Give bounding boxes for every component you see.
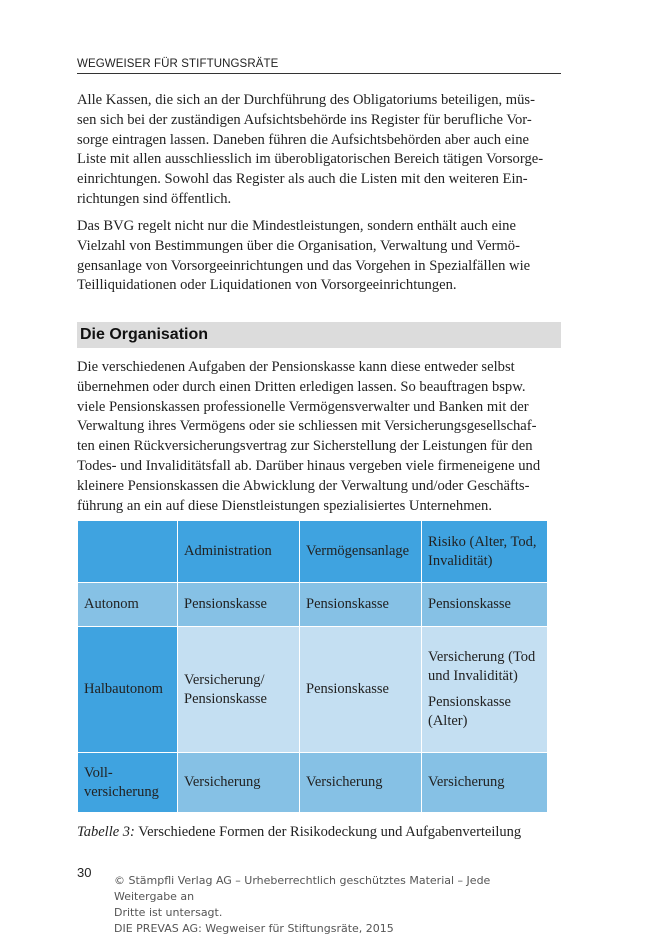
- text-line: einrichtungen. Sowohl das Register als auch die Listen mit den weiteren Ein-: [77, 171, 528, 188]
- table-row: [78, 627, 548, 753]
- text-line: viele Pensionskassen professionelle Vermögensverwalter und Banken mit der: [77, 398, 529, 415]
- table-cell: Versicherung: [300, 753, 422, 813]
- running-header: WEGWEISER FÜR STIFTUNGSRÄTE: [77, 58, 561, 74]
- text-line: Liste mit allen ausschliesslich im überobligatorischen Bereich tätigen Vorsorge-: [77, 151, 544, 168]
- risk-coverage-table: [77, 520, 548, 813]
- caption-text: Verschiedene Formen der Risikodeckung und Aufgabenverteilung: [134, 824, 522, 840]
- copyright-footer: [114, 873, 554, 937]
- text-line: sorge eintragen lassen. Daneben führen die Aufsichtsbehörden aber auch eine: [77, 131, 529, 148]
- row-label: Halbautonom: [78, 627, 178, 753]
- cell-text: Versicherung (Tod und Invalidität): [428, 649, 536, 684]
- caption-label: Tabelle 3:: [77, 824, 135, 840]
- table-cell: Versicherung/ Pensionskasse: [178, 627, 300, 753]
- section-heading: Die Organisation: [77, 322, 561, 348]
- table-cell: Pensionskasse: [422, 583, 548, 627]
- text-line: ten einen Rückversicherungsvertrag zur Sicherstellung der Leistungen für den: [77, 438, 533, 455]
- text-line: Alle Kassen, die sich an der Durchführung des Obligatoriums beteiligen, müs-: [77, 92, 535, 108]
- text-line: Verwaltung ihres Vermögens oder sie schliessen mit Versicherungsgesellschaf-: [77, 418, 537, 435]
- footer-line: © Stämpfli Verlag AG – Urheberrechtlich geschütztes Material – Jede Weitergabe an: [114, 874, 491, 903]
- text-line: Teilliquidationen oder Liquidationen von Vorsorgeeinrichtungen.: [77, 277, 457, 294]
- footer-line: Dritte ist untersagt.: [114, 906, 223, 919]
- table-header-cell: [78, 521, 178, 583]
- cell-text: Pensionskasse (Alter): [428, 694, 511, 729]
- table-cell: Pensionskasse: [300, 627, 422, 753]
- paragraph-bvg: [77, 217, 561, 296]
- table-cell: Versicherung: [422, 753, 548, 813]
- table-cell: Pensionskasse: [300, 583, 422, 627]
- table-cell: Versicherung: [178, 753, 300, 813]
- text-line: sen sich bei der zuständigen Aufsichtsbehörde ins Register für berufliche Vor-: [77, 111, 532, 128]
- text-line: Die verschiedenen Aufgaben der Pensionskasse kann diese entweder selbst: [77, 359, 515, 375]
- text-line: übernehmen oder durch einen Dritten erledigen lassen. So beauftragen bspw.: [77, 378, 526, 395]
- footer-line: DIE PREVAS AG: Wegweiser für Stiftungsräte, 2015: [114, 922, 394, 935]
- table-cell: Pensionskasse: [178, 583, 300, 627]
- table-row: [78, 583, 548, 627]
- text-line: Todes- und Invaliditätsfall ab. Darüber hinaus vergeben viele firmeneigene und: [77, 457, 541, 474]
- table-cell: [422, 627, 548, 753]
- paragraph-organisation: [77, 358, 561, 516]
- table-header-cell: Administration: [178, 521, 300, 583]
- text-line: Das BVG regelt nicht nur die Mindestleistungen, sondern enthält auch eine: [77, 218, 516, 234]
- text-line: führung an ein auf diese Dienstleistungen spezialisiertes Unternehmen.: [77, 497, 492, 514]
- table-row: [78, 753, 548, 813]
- table-header-cell: Vermögensanlage: [300, 521, 422, 583]
- text-line: gensanlage von Vorsorgeeinrichtungen und das Vorgehen in Spezialfällen wie: [77, 257, 531, 274]
- page-number: 30: [77, 865, 92, 880]
- table-header-cell: Risiko (Alter, Tod, Invalidität): [422, 521, 548, 583]
- paragraph-register: [77, 91, 561, 210]
- row-label: Voll-versicherung: [78, 753, 178, 813]
- table-header-row: [78, 521, 548, 583]
- row-label: Autonom: [78, 583, 178, 627]
- text-line: richtungen sind öffentlich.: [77, 190, 232, 207]
- text-line: kleinere Pensionskassen die Abwicklung der Verwaltung und/oder Geschäfts-: [77, 477, 530, 494]
- table-caption: [77, 824, 561, 841]
- text-line: Vielzahl von Bestimmungen über die Organisation, Verwaltung und Vermö-: [77, 237, 520, 254]
